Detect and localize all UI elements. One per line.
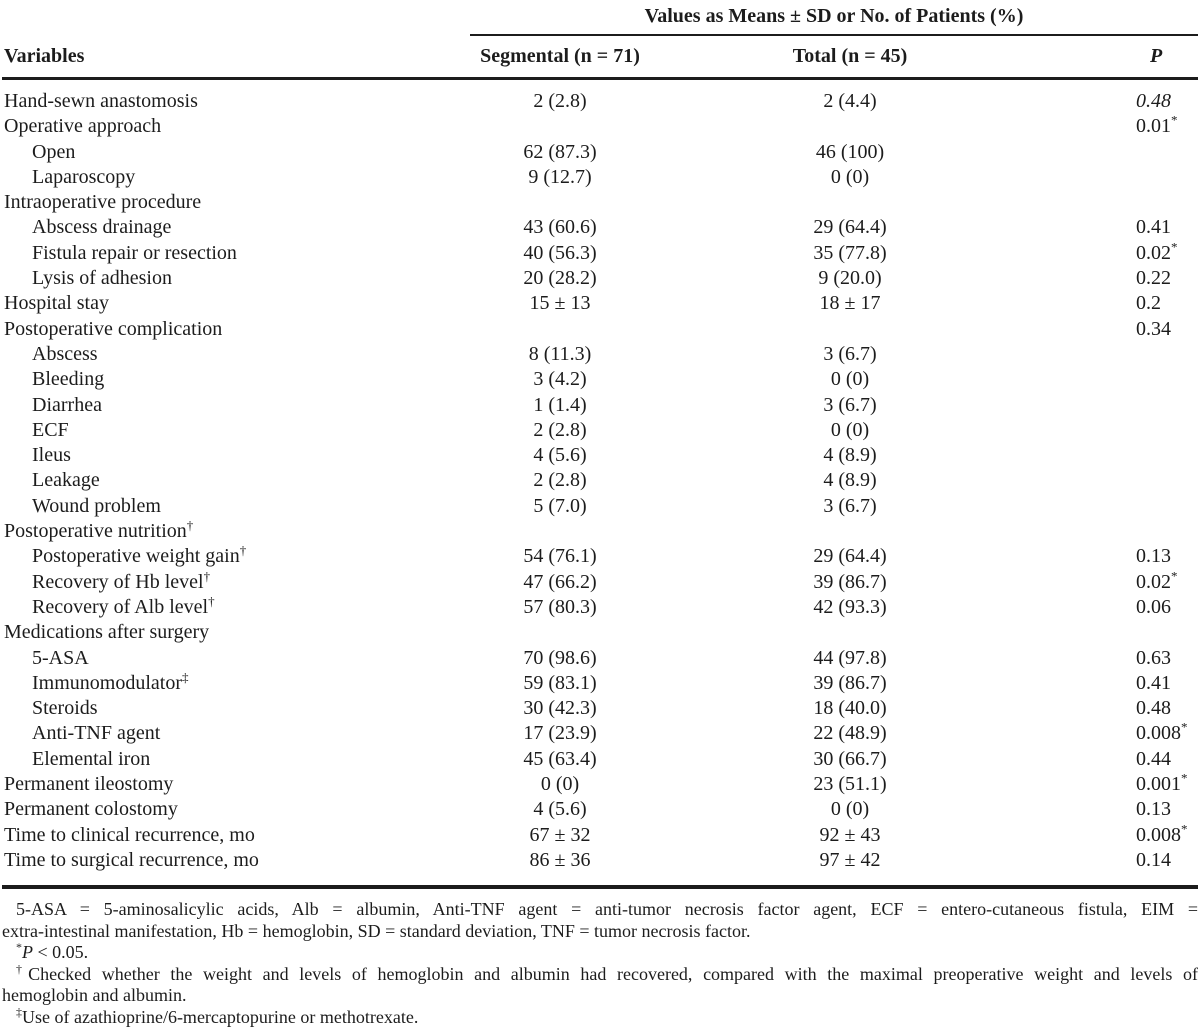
p-value-number: 0.44 [1136, 747, 1171, 770]
variable-label: Operative approach [4, 115, 162, 138]
p-value [1020, 266, 1198, 291]
p-value [1020, 646, 1198, 671]
segmental-value: 2 (2.8) [533, 469, 587, 492]
variable-label: Abscess drainage [32, 216, 172, 239]
variable-label: Time to clinical recurrence, mo [4, 823, 255, 846]
p-value [1020, 367, 1198, 392]
p-value [1020, 215, 1198, 240]
p-value [1020, 595, 1198, 620]
total-value: 42 (93.3) [813, 595, 887, 618]
total-value: 0 (0) [830, 418, 870, 441]
p-value [1020, 190, 1198, 215]
table-row [2, 342, 1198, 367]
segmental-value: 45 (63.4) [523, 747, 597, 770]
table-row [2, 721, 1198, 746]
segmental-value: 57 (80.3) [523, 595, 597, 618]
p-value [1020, 772, 1198, 797]
total-value: 0 (0) [830, 368, 870, 391]
segmental-value: 67 ± 32 [529, 823, 591, 846]
spanner-cell [440, 2, 1198, 36]
col-header-p: P [1020, 36, 1198, 79]
table-row [2, 418, 1198, 443]
p-value-number: 0.48 [1136, 697, 1171, 720]
table-row [2, 696, 1198, 721]
p-value [1020, 567, 1198, 595]
total-value: 97 ± 42 [680, 848, 1020, 887]
total-value: 2 (4.4) [823, 90, 877, 112]
p-value [1020, 696, 1198, 721]
variable-label: Recovery of Hb level† [32, 567, 211, 593]
table-row [2, 494, 1198, 519]
col-header-total: Total (n = 45) [680, 36, 1020, 79]
variable-label: Open [32, 140, 76, 163]
variable-label: Postoperative complication [4, 317, 223, 340]
total-value [680, 114, 1020, 139]
footnotes-block [2, 899, 1198, 1028]
segmental-value: 15 ± 13 [529, 292, 591, 315]
p-value [1020, 140, 1198, 165]
p-value-number: 0.14 [1136, 848, 1171, 871]
table-row [2, 468, 1198, 493]
total-value: 29 (64.4) [813, 216, 887, 239]
table-row [2, 317, 1198, 342]
segmental-value [440, 620, 680, 645]
variable-label: Lysis of adhesion [32, 267, 172, 290]
asterisk-marker: * [1181, 770, 1188, 786]
total-value [680, 620, 1020, 645]
p-value [1020, 443, 1198, 468]
footnote-marker: † [208, 593, 215, 609]
variable-label: ECF [32, 418, 69, 441]
total-value: 18 (40.0) [813, 697, 887, 720]
dagger-marker: † [16, 961, 29, 976]
p-value [1020, 114, 1198, 139]
footnote-marker: † [186, 517, 194, 533]
p-value-number: 0.02 [1136, 241, 1171, 264]
table-row [2, 79, 1198, 115]
segmental-value: 54 (76.1) [523, 545, 597, 568]
p-value-number: 0.34 [1136, 317, 1171, 340]
table-row [2, 443, 1198, 468]
p-value [1020, 317, 1198, 342]
p-value-number: 0.008 [1136, 722, 1181, 745]
variable-label: Elemental iron [32, 747, 151, 770]
segmental-value: 9 (12.7) [528, 165, 592, 188]
footnote-significance [2, 942, 1198, 964]
segmental-value: 3 (4.2) [533, 368, 587, 391]
asterisk-marker: * [1171, 239, 1178, 255]
values-spanner-heading: Values as Means ± SD or No. of Patients (%) [470, 2, 1198, 36]
variable-label: Postoperative weight gain† [32, 542, 247, 568]
variable-label: Hospital stay [4, 292, 109, 315]
footnote-abbreviations-line2 [2, 921, 1198, 943]
segmental-value [440, 190, 680, 215]
asterisk-marker: * [1181, 820, 1188, 836]
p-value-number: 0.001 [1136, 773, 1181, 796]
p-value-number: 0.41 [1136, 216, 1171, 239]
table-row [2, 215, 1198, 240]
footnote-marker: † [203, 567, 211, 583]
total-value: 92 ± 43 [819, 823, 881, 846]
segmental-value: 17 (23.9) [523, 722, 597, 745]
table-row [2, 823, 1198, 848]
table-row [2, 241, 1198, 266]
segmental-value: 4 (5.6) [533, 444, 587, 467]
total-value: 39 (86.7) [813, 671, 887, 694]
segmental-value: 0 (0) [540, 773, 580, 796]
total-value: 0 (0) [830, 165, 870, 188]
segmental-value: 30 (42.3) [523, 697, 597, 720]
surgical-outcomes-table [2, 2, 1198, 889]
p-value [1020, 797, 1198, 822]
table-row [2, 114, 1198, 139]
variable-label: Abscess [32, 342, 98, 365]
segmental-value: 40 (56.3) [523, 241, 597, 264]
asterisk-marker: * [16, 940, 22, 955]
p-value-number: 0.22 [1136, 267, 1171, 290]
total-value: 9 (20.0) [818, 267, 882, 290]
segmental-value: 2 (2.8) [533, 90, 587, 112]
table-row [2, 570, 1198, 595]
p-value [1020, 848, 1198, 887]
p-value-number: 0.02 [1136, 570, 1171, 593]
p-value [1020, 393, 1198, 418]
p-value [1020, 418, 1198, 443]
total-value: 18 ± 17 [819, 292, 881, 315]
segmental-value [440, 114, 680, 139]
variable-label: Recovery of Alb level† [32, 593, 215, 618]
p-value [1020, 620, 1198, 645]
p-value [1020, 519, 1198, 544]
segmental-value: 1 (1.4) [533, 393, 587, 416]
total-value [680, 519, 1020, 544]
table-row [2, 595, 1198, 620]
variable-label: Intraoperative procedure [4, 191, 202, 214]
table-row [2, 393, 1198, 418]
segmental-value [440, 519, 680, 544]
variable-label: Diarrhea [32, 393, 102, 416]
total-value: 35 (77.8) [813, 241, 887, 264]
footnote-double-dagger [2, 1004, 1198, 1028]
p-value [1020, 79, 1198, 115]
total-value [680, 317, 1020, 342]
col-header-variables: Variables [2, 36, 440, 79]
variable-label: Immunomodulator‡ [32, 669, 189, 694]
p-value [1020, 241, 1198, 266]
segmental-value: 59 (83.1) [523, 671, 597, 694]
table-row [2, 646, 1198, 671]
asterisk-marker: * [1171, 567, 1178, 583]
footnote-marker: ‡ [181, 669, 189, 685]
p-value-number: 0.01 [1136, 115, 1171, 138]
abbreviations-text: extra-intestinal manifestation, Hb = hemoglobin, SD = standard deviation, TNF = tumor necrosis factor. [2, 920, 751, 941]
p-value [1020, 342, 1198, 367]
total-value: 44 (97.8) [813, 646, 887, 669]
variable-label: Permanent colostomy [4, 798, 178, 821]
spanner-row [2, 2, 1198, 36]
total-value: 4 (8.9) [823, 469, 877, 492]
total-value: 3 (6.7) [823, 494, 877, 517]
variable-label: Steroids [32, 697, 98, 720]
asterisk-marker: * [1171, 112, 1178, 128]
table-row [2, 519, 1198, 544]
p-value [1020, 494, 1198, 519]
segmental-value: 43 (60.6) [523, 216, 597, 239]
variable-label: Hand-sewn anastomosis [4, 90, 198, 112]
asterisk-marker: * [1181, 719, 1188, 735]
total-value: 39 (86.7) [813, 570, 887, 593]
footnote-abbreviations-line1 [2, 899, 1198, 921]
total-value: 3 (6.7) [823, 342, 877, 365]
variable-label: Laparoscopy [32, 165, 136, 188]
p-symbol: P [22, 942, 33, 963]
p-value-number: 0.2 [1136, 292, 1161, 315]
variable-label: Ileus [32, 444, 71, 467]
table-row [2, 367, 1198, 392]
segmental-value: 70 (98.6) [523, 646, 597, 669]
variable-label: Leakage [32, 469, 100, 492]
p-value [1020, 721, 1198, 746]
total-value: 0 (0) [830, 798, 870, 821]
p-value-number: 0.06 [1136, 595, 1171, 618]
dagger-text: hemoglobin and albumin. [2, 985, 187, 1006]
segmental-value: 2 (2.8) [533, 418, 587, 441]
p-value-number: 0.13 [1136, 798, 1171, 821]
variable-label: Time to surgical recurrence, mo [2, 848, 440, 887]
variable-label: 5-ASA [32, 646, 89, 669]
total-value: 22 (48.9) [813, 722, 887, 745]
table-row [2, 165, 1198, 190]
table-row [2, 848, 1198, 887]
variable-label: Postoperative nutrition† [4, 517, 194, 543]
double-dagger-text: Use of azathioprine/6-mercaptopurine or methotrexate. [22, 1006, 419, 1027]
p-value-number: 0.48 [1136, 90, 1171, 112]
variable-label: Bleeding [32, 368, 105, 391]
table-body [2, 79, 1198, 888]
column-header-row [2, 36, 1198, 79]
table-row [2, 671, 1198, 696]
col-header-segmental: Segmental (n = 71) [440, 36, 680, 79]
footnote-dagger-line1 [2, 961, 1198, 986]
p-value [1020, 544, 1198, 569]
table-row [2, 190, 1198, 215]
p-value [1020, 165, 1198, 190]
segmental-value: 5 (7.0) [533, 494, 587, 517]
segmental-value: 20 (28.2) [523, 267, 597, 290]
p-value-number: 0.63 [1136, 646, 1171, 669]
p-value-number: 0.008 [1136, 823, 1181, 846]
segmental-value: 86 ± 36 [440, 848, 680, 887]
table-row [2, 291, 1198, 316]
footnote-dagger-line2 [2, 985, 1198, 1007]
table-row [2, 140, 1198, 165]
total-value: 29 (64.4) [813, 545, 887, 568]
p-value-number: 0.13 [1136, 545, 1171, 568]
total-value: 4 (8.9) [823, 444, 877, 467]
total-value: 3 (6.7) [823, 393, 877, 416]
significance-threshold: < 0.05. [33, 942, 89, 963]
p-value [1020, 671, 1198, 696]
table-row [2, 747, 1198, 772]
table-row [2, 620, 1198, 645]
p-value [1020, 820, 1198, 848]
spanner-spacer [2, 2, 440, 36]
variable-label: Medications after surgery [4, 621, 210, 644]
double-dagger-marker: ‡ [16, 1004, 22, 1019]
total-value [680, 190, 1020, 215]
p-value [1020, 747, 1198, 772]
segmental-value: 8 (11.3) [528, 342, 592, 365]
total-value: 30 (66.7) [813, 747, 887, 770]
total-value: 46 (100) [815, 140, 885, 163]
table-row [2, 772, 1198, 797]
table-row [2, 544, 1198, 569]
p-value [1020, 468, 1198, 493]
total-value: 23 (51.1) [813, 773, 887, 796]
variable-label: Fistula repair or resection [32, 241, 237, 264]
segmental-value [440, 317, 680, 342]
table-row [2, 797, 1198, 822]
variable-label: Wound problem [32, 494, 161, 517]
segmental-value: 47 (66.2) [523, 570, 597, 593]
variable-label: Permanent ileostomy [4, 773, 174, 796]
p-value-number: 0.41 [1136, 671, 1171, 694]
segmental-value: 4 (5.6) [533, 798, 587, 821]
footnote-marker: † [239, 542, 247, 558]
segmental-value: 62 (87.3) [523, 140, 597, 163]
dagger-text: Checked whether the weight and levels of hemoglobin and albumin had recovered, compared with the maximal preoperative weight and levels of [28, 963, 1198, 984]
table-row [2, 266, 1198, 291]
abbreviations-text: 5-ASA = 5-aminosalicylic acids, Alb = albumin, Anti-TNF agent = anti-tumor necrosis factor agent, ECF = entero-cutaneous fistula, EIM = [16, 899, 1198, 920]
p-value [1020, 291, 1198, 316]
variable-label: Anti-TNF agent [32, 722, 161, 745]
